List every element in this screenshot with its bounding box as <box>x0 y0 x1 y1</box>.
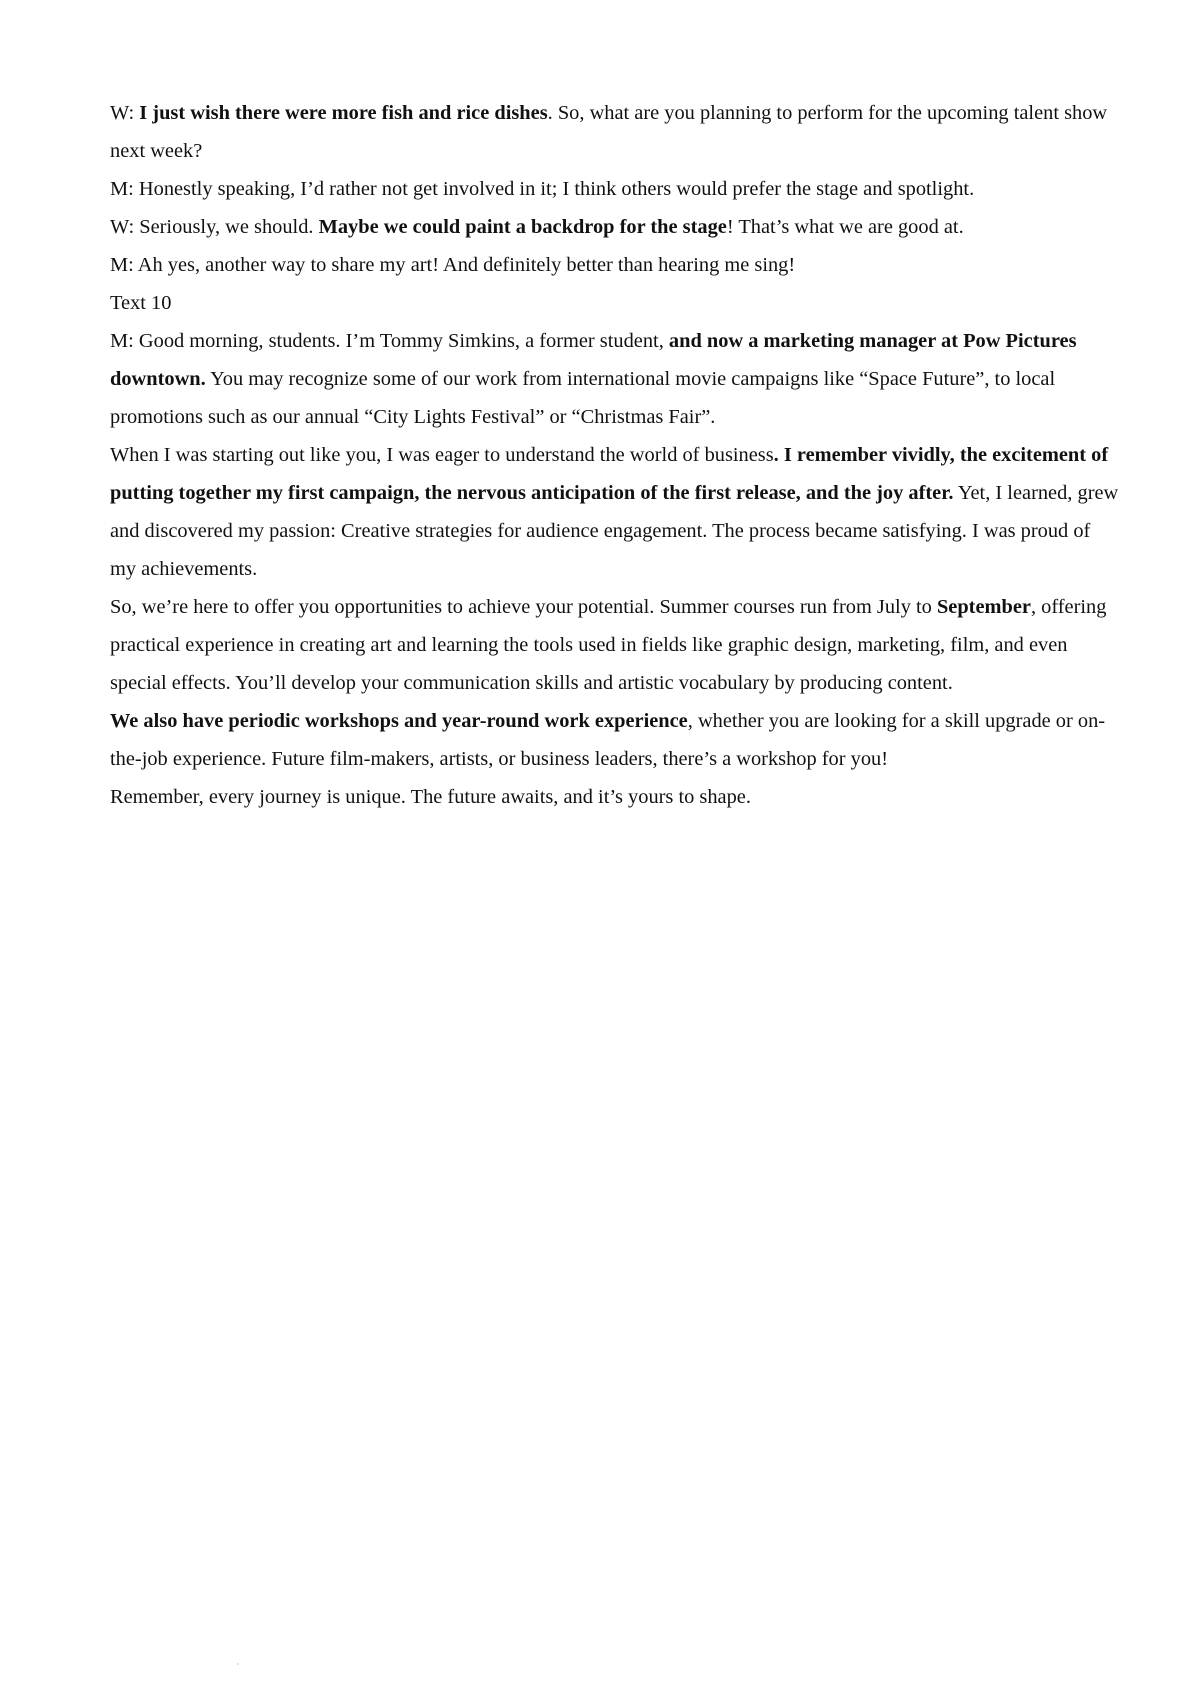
monologue-paragraph <box>110 702 1120 778</box>
text-run: Remember, every journey is unique. The future awaits, and it’s yours to shape. <box>110 785 751 808</box>
bold-text-run: September <box>936 595 1031 618</box>
bold-text-run: We also have periodic workshops and year-round work experience <box>110 709 688 732</box>
dialogue-line <box>110 246 1120 284</box>
text-run: Text 10 <box>110 291 172 314</box>
dialogue-line <box>110 94 1120 170</box>
text-run: When I was starting out like you, I was eager to understand the world of business <box>110 443 774 466</box>
text-run: So, we’re here to offer you opportunities to achieve your potential. Summer courses run from July to <box>110 595 937 618</box>
text-run: M: Honestly speaking, I’d rather not get involved in it; I think others would prefer the stage and spotlight. <box>110 177 975 200</box>
text-run: , offering practical experience in creating art and learning the tools used in fields like graphic design, marketing, film, and even special effects. You’ll develop your communication skills and artistic vocabulary by producing content. <box>110 595 1107 694</box>
monologue-paragraph <box>110 436 1120 588</box>
text-run: W: <box>110 101 140 124</box>
monologue-paragraph <box>110 778 1120 816</box>
monologue-paragraph <box>110 588 1120 702</box>
bold-text-run: Maybe we could paint a backdrop for the stage <box>318 215 727 238</box>
bold-text-run: . I remember vividly, the excitement of putting together my first campaign, the nervous anticipation of the first release, and the joy after. <box>110 443 1109 504</box>
text-run: W: Seriously, we should. <box>110 215 319 238</box>
text-run: ! That’s what we are good at. <box>726 215 964 238</box>
page-speck <box>237 1663 239 1665</box>
text-run: You may recognize some of our work from international movie campaigns like “Space Future”, to local promotions such as our annual “City Lights Festival” or “Christmas Fair”. <box>110 367 1056 428</box>
dialogue-line <box>110 208 1120 246</box>
dialogue-line <box>110 170 1120 208</box>
text-run: Yet, I learned, grew and discovered my passion: Creative strategies for audience engagement. The process became satisfying. I was proud of my achievements. <box>110 481 1119 580</box>
text-run: M: Good morning, students. I’m Tommy Simkins, a former student, <box>110 329 669 352</box>
bold-text-run: I just wish there were more fish and rice dishes <box>139 101 548 124</box>
section-heading <box>110 284 1120 322</box>
monologue-paragraph <box>110 322 1120 436</box>
text-run: , whether you are looking for a skill upgrade or on-the-job experience. Future film-makers, artists, or business leaders, there’s a workshop for you! <box>110 709 1106 770</box>
text-run: M: Ah yes, another way to share my art! And definitely better than hearing me sing! <box>110 253 796 276</box>
bold-text-run: and now a marketing manager at Pow Pictures downtown. <box>110 329 1077 390</box>
text-run: . So, what are you planning to perform for the upcoming talent show next week? <box>110 101 1108 162</box>
transcript-body <box>110 94 1120 816</box>
